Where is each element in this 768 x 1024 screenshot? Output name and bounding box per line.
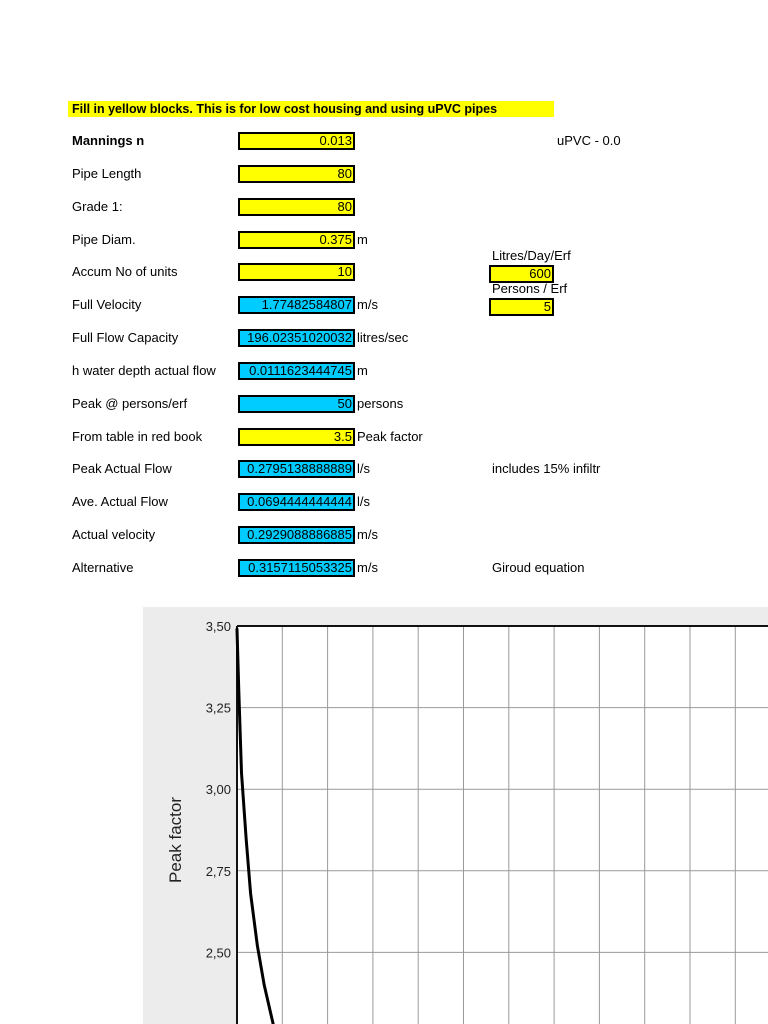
row-label-alternative: Alternative: [72, 560, 134, 575]
peak-factor-chart-svg: [143, 607, 768, 1024]
unit-full-flow-capacity: litres/sec: [357, 330, 409, 345]
unit-ave-actual-flow: l/s: [357, 494, 370, 509]
giroud-note: Giroud equation: [492, 560, 585, 575]
persons-per-erf-input[interactable]: 5: [489, 298, 554, 316]
instruction-banner: Fill in yellow blocks. This is for low cost housing and using uPVC pipes: [68, 101, 554, 117]
unit-full-velocity: m/s: [357, 297, 378, 312]
infiltration-note: includes 15% infiltr: [492, 461, 601, 476]
row-label-pipe-length: Pipe Length: [72, 166, 142, 181]
computed-cell-peak-actual-flow: 0.2795138888889: [238, 460, 355, 478]
unit-peak-actual-flow: l/s: [357, 461, 370, 476]
unit-peak-persons-erf: persons: [357, 396, 404, 411]
row-label-mannings-n: Mannings n: [72, 133, 145, 148]
row-label-from-table-in-red-book: From table in red book: [72, 429, 203, 444]
input-cell-accum-no-of-units[interactable]: 10: [238, 263, 355, 281]
unit-from-table-in-red-book: Peak factor: [357, 429, 423, 444]
unit-alternative: m/s: [357, 560, 378, 575]
y-tick-label: 3,25: [205, 700, 231, 716]
row-label-ave-actual-flow: Ave. Actual Flow: [72, 494, 168, 509]
computed-cell-h-water-depth-actual-flow: 0.0111623444745: [238, 362, 355, 380]
row-label-accum-no-of-units: Accum No of units: [72, 264, 178, 279]
input-cell-grade-1[interactable]: 80: [238, 198, 355, 216]
y-tick-label: 3,00: [205, 782, 231, 798]
unit-actual-velocity: m/s: [357, 527, 378, 542]
y-axis-label: Peak factor: [166, 797, 185, 883]
row-label-pipe-diam: Pipe Diam.: [72, 232, 136, 247]
unit-pipe-diam: m: [357, 232, 368, 247]
y-tick-label: 2,75: [205, 863, 231, 879]
row-label-h-water-depth-actual-flow: h water depth actual flow: [72, 363, 216, 378]
upvc-note: uPVC - 0.0: [557, 133, 621, 148]
y-tick-label: 2,50: [205, 945, 231, 961]
computed-cell-peak-persons-erf: 50: [238, 395, 355, 413]
peak-factor-chart: [143, 607, 768, 1024]
row-label-peak-actual-flow: Peak Actual Flow: [72, 461, 172, 476]
computed-cell-actual-velocity: 0.2929088886885: [238, 526, 355, 544]
litres-per-day-label: Litres/Day/Erf: [492, 248, 571, 263]
y-tick-label: 3,50: [205, 619, 231, 634]
input-cell-pipe-diam[interactable]: 0.375: [238, 231, 355, 249]
computed-cell-full-flow-capacity: 196.02351020032: [238, 329, 355, 347]
unit-h-water-depth-actual-flow: m: [357, 363, 368, 378]
plot-area: [237, 626, 768, 1024]
computed-cell-ave-actual-flow: 0.0694444444444: [238, 493, 355, 511]
row-label-actual-velocity: Actual velocity: [72, 527, 156, 542]
input-cell-mannings-n[interactable]: 0.013: [238, 132, 355, 150]
row-label-full-flow-capacity: Full Flow Capacity: [72, 330, 179, 345]
litres-per-day-input[interactable]: 600: [489, 265, 554, 283]
computed-cell-alternative: 0.3157115053325: [238, 559, 355, 577]
input-cell-pipe-length[interactable]: 80: [238, 165, 355, 183]
input-cell-from-table-in-red-book[interactable]: 3.5: [238, 428, 355, 446]
row-label-full-velocity: Full Velocity: [72, 297, 142, 312]
row-label-grade-1: Grade 1:: [72, 199, 123, 214]
row-label-peak-persons-erf: Peak @ persons/erf: [72, 396, 188, 411]
computed-cell-full-velocity: 1.77482584807: [238, 296, 355, 314]
persons-per-erf-label: Persons / Erf: [492, 281, 568, 296]
